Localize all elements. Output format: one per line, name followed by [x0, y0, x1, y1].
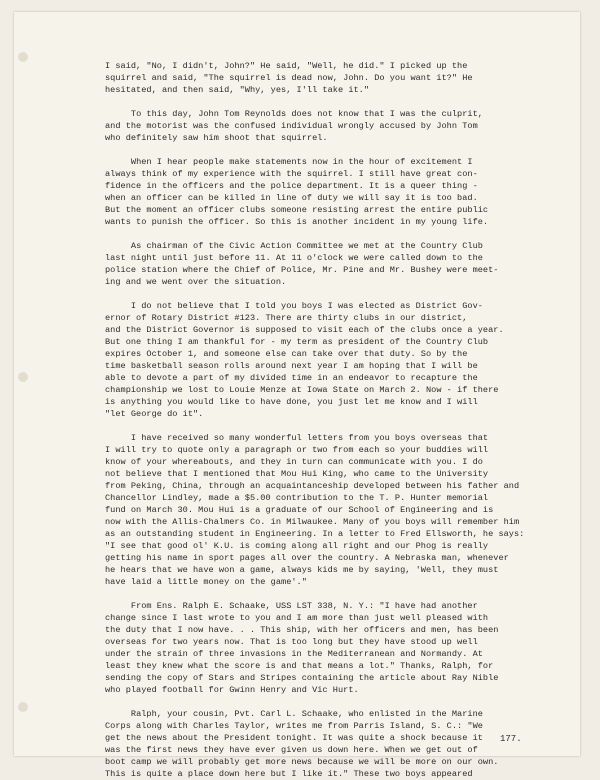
page-number: 177. [500, 734, 522, 744]
paragraph-overseas-letters: I have received so many wonderful letters from you boys overseas that I will try to quote only a paragraph or two from each so your buddies will know of your whereabouts, and they in turn can communicate with you. I do not believe that I mentioned that Mou Hui King, who came to the University from Peking, China, through an acquaintanceship developed between his father and Chancellor Lindley, made a $5.00 contribution to the T. P. Hunter memorial fund on March 30. Mou Hui is a graduate of our School of Engineering and is now with the Allis-Chalmers Co. in Milwaukee. Many of you boys will remember him as an outstanding student in Engineering. In a letter to Fred Ellsworth, he says: "I see that good ol' K.U. is coming along all right and our Phog is really getting his name in sport pages all over the country. A Nebraska man, whenever he hears that we have won a game, always kids me by saying, 'Well, they must have laid a little money on the game'." [105, 433, 525, 587]
paragraph-ralph-schaake: From Ens. Ralph E. Schaake, USS LST 338, N. Y.: "I have had another change since I last wrote to you and I am more than just well pleased with the duty that I now have. . . This ship, with her officers and men, has been overseas for two years now. That is too long but they have stood up well under the strain of three invasions in the Mediterranean and Normandy. At least they knew what the score is and that means a lot." Thanks, Ralph, for sending the copy of Stars and Stripes containing the article about Ray Nible who played football for Gwinn Henry and Vic Hurt. [105, 601, 499, 695]
paragraph-civic-action: As chairman of the Civic Action Committee we met at the Country Club last night until just before 11. At 11 o'clock we were called down to the police station where the Chief of Police, Mr. Pine and Mr. Bushey were meet- ing and we went over the situation. [105, 241, 499, 287]
paragraph-rotary-governor: I do not believe that I told you boys I was elected as District Gov- ernor of Rotary District #123. There are thirty clubs in our district, and the District Governor is supposed to visit each of the clubs once a year. But one thing I am thankful for - my term as president of the Country Club expires October 1, and someone else can take over that duty. So by the time basketball season rolls around next year I am hoping that I will be able to devote a part of my divided time in an endeavor to recapture the championship we lost to Louie Menze at Iowa State on March 2. Now - if there is anything you would like to have done, you just let me know and I will "let George do it". [105, 301, 504, 419]
paragraph-squirrel-dialogue: I said, "No, I didn't, John?" He said, "Well, he did." I picked up the squirrel and said, "The squirrel is dead now, John. Do you want it?" He hesitated, and then said, "Why, yes, I'll take it." [105, 61, 473, 95]
letter-body [105, 60, 570, 780]
paragraph-culprit: To this day, John Tom Reynolds does not know that I was the culprit, and the motorist was the confused individual wrongly accused by John Tom who definitely saw him shoot that squirrel. [105, 109, 483, 143]
paragraph-police-opinion: When I hear people make statements now in the hour of excitement I always think of my experience with the squirrel. I still have great con- fidence in the officers and the police department. It is a queer thing - when an officer can be killed in line of duty we will say it is too bad. But the moment an officer clubs someone resisting arrest the entire public wants to punish the officer. So this is another incident in my young life. [105, 157, 489, 227]
binder-hole [18, 372, 28, 382]
binder-hole [18, 52, 28, 62]
paragraph-carl-schaake: Ralph, your cousin, Pvt. Carl L. Schaake, who enlisted in the Marine Corps along with Charles Taylor, writes me from Parris Island, S. C.: "We get the news about the President tonight. It was quite a shock because it was the first news they have ever given us down here. When we get out of boot camp we will probably get more news because we will be more on our own. This is quite a place down here but I like it." These two boys appeared [105, 709, 499, 779]
binder-hole [18, 702, 28, 712]
